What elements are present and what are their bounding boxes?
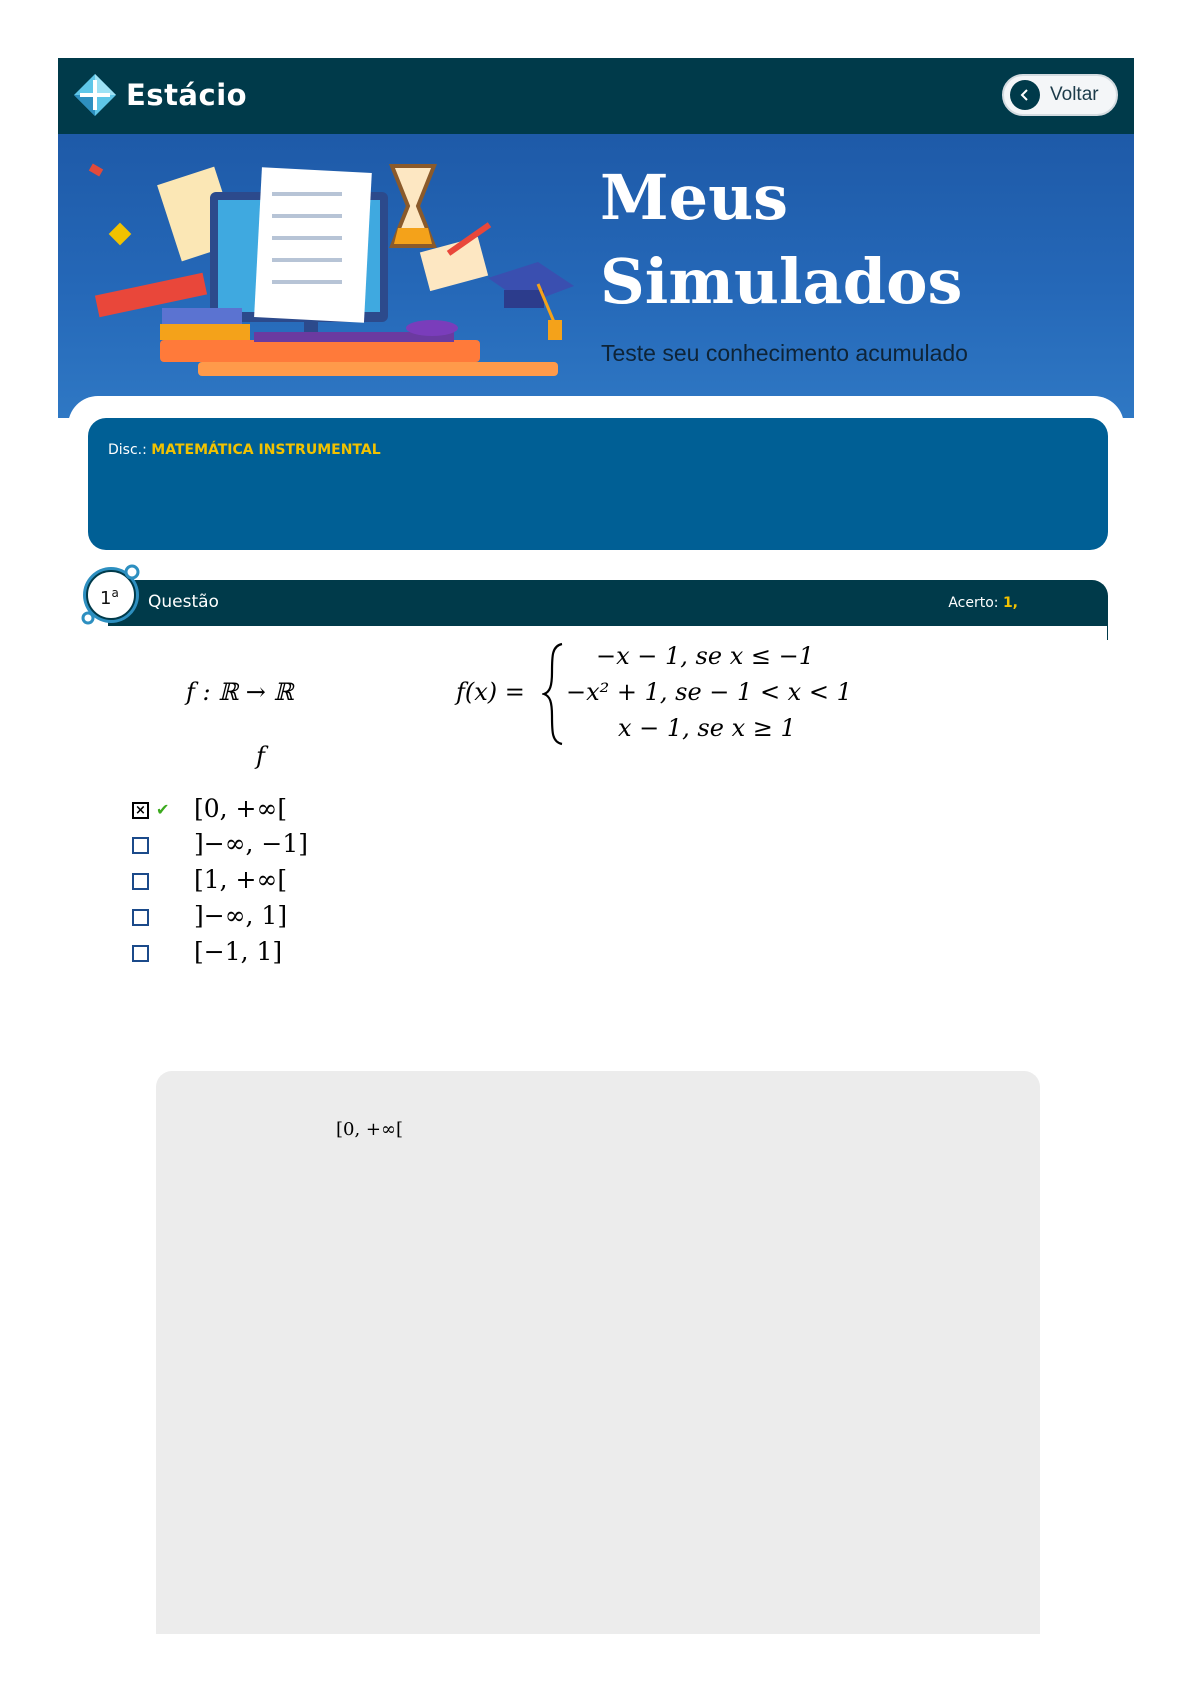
- question-number: [100, 586, 119, 609]
- function-domain: f : ℝ → ℝ: [186, 678, 294, 706]
- question-divider: [1107, 626, 1108, 640]
- top-bar: [58, 58, 1134, 134]
- question-title: Questão: [148, 592, 219, 612]
- estacio-logo[interactable]: [72, 72, 247, 118]
- function-symbol: f: [256, 742, 265, 770]
- discipline-panel: [88, 418, 1108, 550]
- exam-illustration: [68, 144, 588, 404]
- back-button[interactable]: [1002, 74, 1118, 116]
- banner-title-line1: Meus: [600, 161, 789, 234]
- banner-curve: [68, 396, 1124, 418]
- discipline-label: [108, 442, 381, 458]
- hero-banner: [58, 134, 1134, 418]
- score-label: [948, 595, 1018, 611]
- question-number-value: 1: [100, 588, 112, 609]
- option-3-label: [1, +∞[: [194, 865, 288, 894]
- option-5-checkbox[interactable]: [132, 945, 149, 962]
- option-1-label: [0, +∞[: [194, 794, 288, 823]
- case-line-1: −x − 1, se x ≤ −1: [596, 642, 814, 670]
- brace-icon: [542, 642, 566, 746]
- option-5-label: [−1, 1]: [194, 937, 283, 966]
- option-4[interactable]: [132, 901, 288, 930]
- banner-subtitle: Teste seu conhecimento acumulado: [601, 340, 968, 366]
- option-1-checkbox[interactable]: ×: [132, 802, 149, 819]
- explanation-panel: [156, 1071, 1040, 1634]
- back-button-label: Voltar: [1050, 84, 1099, 105]
- option-3-checkbox[interactable]: [132, 873, 149, 890]
- score-label-text: Acerto:: [948, 595, 1003, 611]
- question-number-ordinal: a: [111, 586, 119, 600]
- option-4-label: ]−∞, 1]: [194, 901, 288, 930]
- option-5[interactable]: [132, 937, 283, 966]
- function-definition-lhs: f(x) =: [456, 678, 525, 706]
- banner-title-line2: Simulados: [600, 245, 963, 318]
- correct-check-icon: ✔: [156, 800, 170, 819]
- chevron-left-icon: [1010, 80, 1040, 110]
- discipline-label-text: Disc.:: [108, 442, 152, 458]
- discipline-value: MATEMÁTICA INSTRUMENTAL: [151, 442, 381, 458]
- option-2-label: ]−∞, −1]: [194, 829, 309, 858]
- option-2[interactable]: [132, 829, 309, 858]
- score-value: 1,: [1002, 595, 1018, 611]
- diamond-logo-icon: [72, 72, 118, 118]
- option-3[interactable]: [132, 865, 288, 894]
- case-line-3: x − 1, se x ≥ 1: [618, 714, 796, 742]
- option-4-checkbox[interactable]: [132, 909, 149, 926]
- question-header: [108, 580, 1108, 626]
- brand-name: Estácio: [126, 78, 248, 112]
- option-1[interactable]: [132, 794, 288, 823]
- explanation-answer: [0, +∞[: [336, 1119, 404, 1140]
- option-2-checkbox[interactable]: [132, 837, 149, 854]
- banner-title: [600, 156, 962, 324]
- case-line-2: −x² + 1, se − 1 < x < 1: [566, 678, 852, 706]
